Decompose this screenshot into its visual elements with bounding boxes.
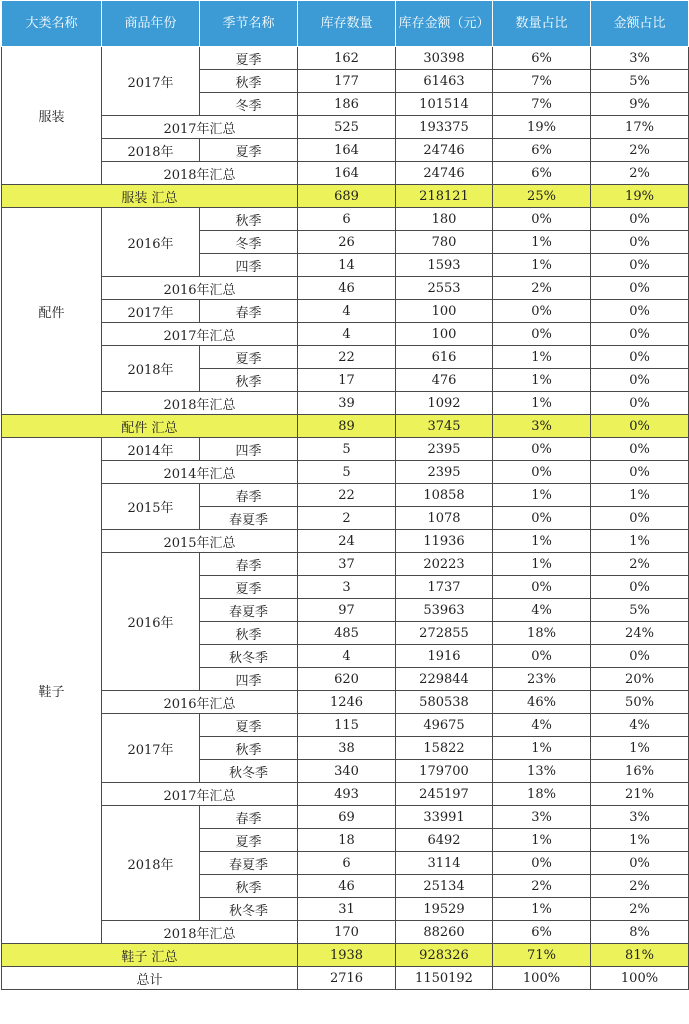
- amt-pct-cell: 0%: [591, 392, 689, 415]
- subtotal-label: 2016年汇总: [102, 277, 298, 300]
- year-cell: 2018年: [102, 139, 200, 162]
- amt-pct-cell: 0%: [591, 415, 689, 438]
- subtotal-label: 2017年汇总: [102, 116, 298, 139]
- amount-cell: 3745: [396, 415, 493, 438]
- amt-pct-cell: 1%: [591, 737, 689, 760]
- qty-pct-cell: 18%: [493, 783, 591, 806]
- season-cell: 四季: [200, 438, 298, 461]
- amount-cell: 245197: [396, 783, 493, 806]
- qty-pct-cell: 0%: [493, 461, 591, 484]
- amt-pct-cell: 1%: [591, 530, 689, 553]
- qty-pct-cell: 1%: [493, 346, 591, 369]
- amt-pct-cell: 0%: [591, 461, 689, 484]
- season-cell: 春夏季: [200, 599, 298, 622]
- header-qty-pct: 数量占比: [493, 1, 591, 47]
- amt-pct-cell: 2%: [591, 875, 689, 898]
- amount-cell: 53963: [396, 599, 493, 622]
- amt-pct-cell: 0%: [591, 323, 689, 346]
- amt-pct-cell: 0%: [591, 277, 689, 300]
- qty-cell: 31: [298, 898, 396, 921]
- qty-cell: 24: [298, 530, 396, 553]
- amount-cell: 61463: [396, 70, 493, 93]
- qty-pct-cell: 25%: [493, 185, 591, 208]
- table-row: [2, 346, 689, 369]
- season-cell: 春季: [200, 300, 298, 323]
- amount-cell: 616: [396, 346, 493, 369]
- qty-pct-cell: 1%: [493, 737, 591, 760]
- amt-pct-cell: 100%: [591, 967, 689, 990]
- qty-pct-cell: 0%: [493, 208, 591, 231]
- amount-cell: 15822: [396, 737, 493, 760]
- amount-cell: 2553: [396, 277, 493, 300]
- header-season: 季节名称: [200, 1, 298, 47]
- amount-cell: 20223: [396, 553, 493, 576]
- amt-pct-cell: 8%: [591, 921, 689, 944]
- qty-pct-cell: 7%: [493, 70, 591, 93]
- qty-cell: 22: [298, 484, 396, 507]
- amount-cell: 88260: [396, 921, 493, 944]
- season-cell: 四季: [200, 254, 298, 277]
- season-cell: 春季: [200, 484, 298, 507]
- season-cell: 秋季: [200, 369, 298, 392]
- year-cell: 2016年: [102, 208, 200, 277]
- qty-pct-cell: 6%: [493, 162, 591, 185]
- amount-cell: 1078: [396, 507, 493, 530]
- grand-total-label: 总计: [2, 967, 298, 990]
- amount-cell: 928326: [396, 944, 493, 967]
- qty-pct-cell: 1%: [493, 484, 591, 507]
- category-cell: 鞋子: [2, 438, 102, 944]
- season-cell: 四季: [200, 668, 298, 691]
- year-cell: 2018年: [102, 346, 200, 392]
- amt-pct-cell: 5%: [591, 70, 689, 93]
- subtotal-row: [2, 530, 689, 553]
- amt-pct-cell: 2%: [591, 898, 689, 921]
- amt-pct-cell: 2%: [591, 553, 689, 576]
- qty-cell: 39: [298, 392, 396, 415]
- amount-cell: 19529: [396, 898, 493, 921]
- qty-cell: 340: [298, 760, 396, 783]
- amount-cell: 1150192: [396, 967, 493, 990]
- amount-cell: 3114: [396, 852, 493, 875]
- amount-cell: 1092: [396, 392, 493, 415]
- amt-pct-cell: 0%: [591, 852, 689, 875]
- amt-pct-cell: 1%: [591, 829, 689, 852]
- qty-cell: 162: [298, 47, 396, 70]
- qty-pct-cell: 0%: [493, 300, 591, 323]
- season-cell: 秋季: [200, 875, 298, 898]
- qty-pct-cell: 4%: [493, 714, 591, 737]
- season-cell: 夏季: [200, 829, 298, 852]
- amount-cell: 30398: [396, 47, 493, 70]
- amt-pct-cell: 19%: [591, 185, 689, 208]
- qty-pct-cell: 3%: [493, 806, 591, 829]
- subtotal-label: 2017年汇总: [102, 783, 298, 806]
- qty-pct-cell: 19%: [493, 116, 591, 139]
- subtotal-label: 2014年汇总: [102, 461, 298, 484]
- qty-cell: 485: [298, 622, 396, 645]
- qty-cell: 170: [298, 921, 396, 944]
- qty-pct-cell: 6%: [493, 47, 591, 70]
- amount-cell: 193375: [396, 116, 493, 139]
- season-cell: 夏季: [200, 139, 298, 162]
- amt-pct-cell: 0%: [591, 346, 689, 369]
- subtotal-row: [2, 783, 689, 806]
- subtotal-label: 2015年汇总: [102, 530, 298, 553]
- category-cell: 服装: [2, 47, 102, 185]
- amt-pct-cell: 2%: [591, 139, 689, 162]
- header-amt-pct: 金额占比: [591, 1, 689, 47]
- qty-pct-cell: 100%: [493, 967, 591, 990]
- year-cell: 2015年: [102, 484, 200, 530]
- category-cell: 配件: [2, 208, 102, 415]
- season-cell: 夏季: [200, 346, 298, 369]
- table-row: [2, 47, 689, 70]
- qty-cell: 37: [298, 553, 396, 576]
- season-cell: 夏季: [200, 714, 298, 737]
- amount-cell: 1593: [396, 254, 493, 277]
- qty-cell: 164: [298, 162, 396, 185]
- amount-cell: 2395: [396, 461, 493, 484]
- qty-cell: 164: [298, 139, 396, 162]
- subtotal-row: [2, 461, 689, 484]
- season-cell: 秋季: [200, 737, 298, 760]
- qty-cell: 1938: [298, 944, 396, 967]
- amt-pct-cell: 3%: [591, 47, 689, 70]
- qty-cell: 115: [298, 714, 396, 737]
- amt-pct-cell: 24%: [591, 622, 689, 645]
- table-body: [2, 47, 689, 990]
- amount-cell: 2395: [396, 438, 493, 461]
- qty-cell: 2: [298, 507, 396, 530]
- qty-pct-cell: 13%: [493, 760, 591, 783]
- qty-pct-cell: 2%: [493, 875, 591, 898]
- amount-cell: 101514: [396, 93, 493, 116]
- amt-pct-cell: 0%: [591, 300, 689, 323]
- amt-pct-cell: 3%: [591, 806, 689, 829]
- qty-cell: 6: [298, 852, 396, 875]
- qty-pct-cell: 1%: [493, 829, 591, 852]
- table-row: [2, 208, 689, 231]
- qty-pct-cell: 2%: [493, 277, 591, 300]
- qty-pct-cell: 23%: [493, 668, 591, 691]
- subtotal-label: 2016年汇总: [102, 691, 298, 714]
- year-cell: 2017年: [102, 714, 200, 783]
- season-cell: 秋冬季: [200, 645, 298, 668]
- qty-pct-cell: 1%: [493, 898, 591, 921]
- subtotal-row: [2, 277, 689, 300]
- qty-cell: 18: [298, 829, 396, 852]
- amount-cell: 24746: [396, 139, 493, 162]
- year-cell: 2016年: [102, 553, 200, 691]
- season-cell: 春季: [200, 806, 298, 829]
- table-row: [2, 553, 689, 576]
- qty-cell: 5: [298, 461, 396, 484]
- qty-pct-cell: 71%: [493, 944, 591, 967]
- qty-pct-cell: 6%: [493, 921, 591, 944]
- qty-cell: 38: [298, 737, 396, 760]
- header-qty: 库存数量: [298, 1, 396, 47]
- qty-pct-cell: 1%: [493, 231, 591, 254]
- grand-total-row: [2, 967, 689, 990]
- year-cell: 2018年: [102, 806, 200, 921]
- year-cell: 2014年: [102, 438, 200, 461]
- amount-cell: 229844: [396, 668, 493, 691]
- qty-cell: 493: [298, 783, 396, 806]
- subtotal-row: [2, 162, 689, 185]
- qty-cell: 22: [298, 346, 396, 369]
- qty-pct-cell: 1%: [493, 254, 591, 277]
- amt-pct-cell: 4%: [591, 714, 689, 737]
- qty-cell: 6: [298, 208, 396, 231]
- subtotal-label: 2018年汇总: [102, 921, 298, 944]
- season-cell: 夏季: [200, 47, 298, 70]
- qty-cell: 177: [298, 70, 396, 93]
- table-row: [2, 300, 689, 323]
- amount-cell: 49675: [396, 714, 493, 737]
- table-row: [2, 438, 689, 461]
- amt-pct-cell: 0%: [591, 438, 689, 461]
- qty-cell: 89: [298, 415, 396, 438]
- subtotal-row: [2, 323, 689, 346]
- year-cell: 2017年: [102, 47, 200, 116]
- season-cell: 冬季: [200, 93, 298, 116]
- amount-cell: 100: [396, 323, 493, 346]
- amt-pct-cell: 0%: [591, 254, 689, 277]
- amount-cell: 100: [396, 300, 493, 323]
- amt-pct-cell: 5%: [591, 599, 689, 622]
- amt-pct-cell: 81%: [591, 944, 689, 967]
- amount-cell: 25134: [396, 875, 493, 898]
- season-cell: 春季: [200, 553, 298, 576]
- amount-cell: 11936: [396, 530, 493, 553]
- season-cell: 秋季: [200, 208, 298, 231]
- table-row: [2, 484, 689, 507]
- qty-pct-cell: 7%: [493, 93, 591, 116]
- amt-pct-cell: 1%: [591, 484, 689, 507]
- header-category: 大类名称: [2, 1, 102, 47]
- category-total-label: 鞋子 汇总: [2, 944, 298, 967]
- header-row: [2, 1, 689, 47]
- qty-cell: 1246: [298, 691, 396, 714]
- amt-pct-cell: 16%: [591, 760, 689, 783]
- header-amount: 库存金额（元）: [396, 1, 493, 47]
- qty-cell: 17: [298, 369, 396, 392]
- qty-pct-cell: 1%: [493, 369, 591, 392]
- subtotal-row: [2, 116, 689, 139]
- qty-pct-cell: 1%: [493, 530, 591, 553]
- category-total-row: [2, 415, 689, 438]
- qty-cell: 525: [298, 116, 396, 139]
- season-cell: 秋冬季: [200, 898, 298, 921]
- qty-cell: 46: [298, 277, 396, 300]
- category-total-label: 配件 汇总: [2, 415, 298, 438]
- amt-pct-cell: 17%: [591, 116, 689, 139]
- amount-cell: 780: [396, 231, 493, 254]
- qty-pct-cell: 0%: [493, 576, 591, 599]
- qty-cell: 97: [298, 599, 396, 622]
- amount-cell: 580538: [396, 691, 493, 714]
- season-cell: 秋季: [200, 70, 298, 93]
- subtotal-row: [2, 691, 689, 714]
- amount-cell: 1916: [396, 645, 493, 668]
- qty-pct-cell: 0%: [493, 852, 591, 875]
- qty-cell: 689: [298, 185, 396, 208]
- qty-pct-cell: 0%: [493, 507, 591, 530]
- amt-pct-cell: 0%: [591, 369, 689, 392]
- qty-pct-cell: 0%: [493, 645, 591, 668]
- qty-cell: 14: [298, 254, 396, 277]
- qty-pct-cell: 1%: [493, 392, 591, 415]
- amount-cell: 218121: [396, 185, 493, 208]
- table-row: [2, 139, 689, 162]
- amt-pct-cell: 0%: [591, 208, 689, 231]
- qty-cell: 4: [298, 645, 396, 668]
- amt-pct-cell: 0%: [591, 231, 689, 254]
- qty-cell: 69: [298, 806, 396, 829]
- amount-cell: 6492: [396, 829, 493, 852]
- qty-cell: 26: [298, 231, 396, 254]
- season-cell: 夏季: [200, 576, 298, 599]
- qty-cell: 2716: [298, 967, 396, 990]
- amt-pct-cell: 2%: [591, 162, 689, 185]
- season-cell: 秋冬季: [200, 760, 298, 783]
- qty-cell: 4: [298, 300, 396, 323]
- subtotal-label: 2018年汇总: [102, 162, 298, 185]
- year-cell: 2017年: [102, 300, 200, 323]
- table-row: [2, 806, 689, 829]
- amount-cell: 476: [396, 369, 493, 392]
- amount-cell: 179700: [396, 760, 493, 783]
- qty-cell: 5: [298, 438, 396, 461]
- subtotal-label: 2017年汇总: [102, 323, 298, 346]
- amt-pct-cell: 0%: [591, 507, 689, 530]
- qty-cell: 186: [298, 93, 396, 116]
- category-total-row: [2, 944, 689, 967]
- subtotal-row: [2, 921, 689, 944]
- category-total-row: [2, 185, 689, 208]
- amt-pct-cell: 50%: [591, 691, 689, 714]
- amount-cell: 33991: [396, 806, 493, 829]
- amount-cell: 272855: [396, 622, 493, 645]
- season-cell: 春夏季: [200, 852, 298, 875]
- category-total-label: 服装 汇总: [2, 185, 298, 208]
- amount-cell: 24746: [396, 162, 493, 185]
- qty-pct-cell: 1%: [493, 553, 591, 576]
- table-row: [2, 714, 689, 737]
- amt-pct-cell: 0%: [591, 576, 689, 599]
- qty-cell: 4: [298, 323, 396, 346]
- amt-pct-cell: 20%: [591, 668, 689, 691]
- subtotal-label: 2018年汇总: [102, 392, 298, 415]
- qty-cell: 620: [298, 668, 396, 691]
- qty-cell: 46: [298, 875, 396, 898]
- qty-pct-cell: 4%: [493, 599, 591, 622]
- qty-pct-cell: 6%: [493, 139, 591, 162]
- amount-cell: 180: [396, 208, 493, 231]
- qty-pct-cell: 0%: [493, 438, 591, 461]
- season-cell: 春夏季: [200, 507, 298, 530]
- qty-cell: 3: [298, 576, 396, 599]
- inventory-table: [1, 0, 689, 990]
- amt-pct-cell: 0%: [591, 645, 689, 668]
- season-cell: 冬季: [200, 231, 298, 254]
- subtotal-row: [2, 392, 689, 415]
- amount-cell: 10858: [396, 484, 493, 507]
- qty-pct-cell: 46%: [493, 691, 591, 714]
- qty-pct-cell: 3%: [493, 415, 591, 438]
- qty-pct-cell: 0%: [493, 323, 591, 346]
- amount-cell: 1737: [396, 576, 493, 599]
- amt-pct-cell: 21%: [591, 783, 689, 806]
- amt-pct-cell: 9%: [591, 93, 689, 116]
- season-cell: 秋季: [200, 622, 298, 645]
- header-year: 商品年份: [102, 1, 200, 47]
- qty-pct-cell: 18%: [493, 622, 591, 645]
